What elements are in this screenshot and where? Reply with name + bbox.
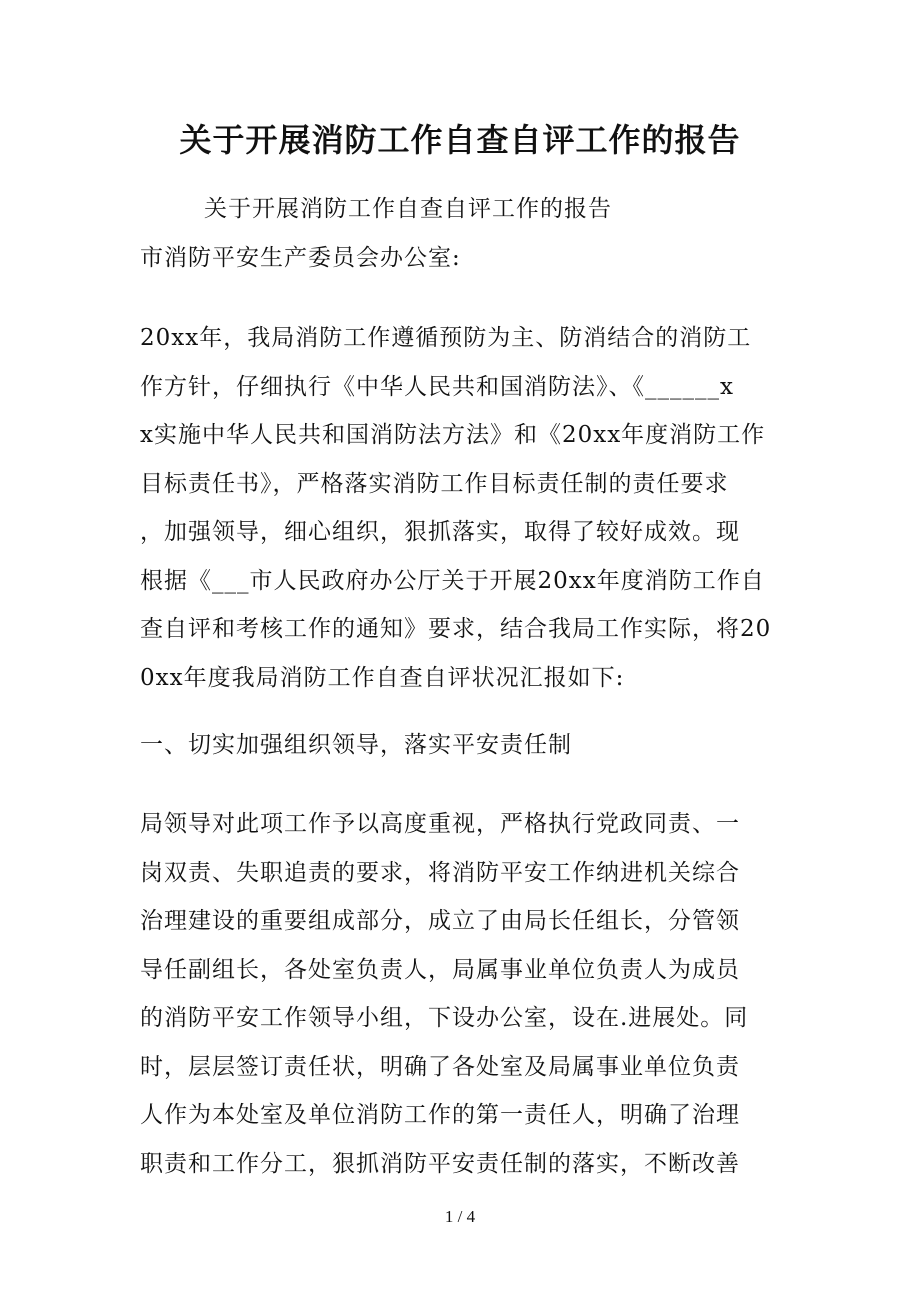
paragraph-line: ，加强领导，细心组织，狠抓落实，取得了较好成效。现 xyxy=(140,519,740,545)
paragraph-line: 查自评和考核工作的通知》要求，结合我局工作实际，将20 xyxy=(140,616,772,642)
section-heading: 一、切实加强组织领导，落实平安责任制 xyxy=(140,732,572,758)
paragraph-section1 xyxy=(140,800,780,1188)
paragraph-line: 作方针，仔细执行《中华人民共和国消防法》、《______x xyxy=(140,373,734,400)
paragraph-line: 根据《___市人民政府办公厅关于开展20xx年度消防工作自 xyxy=(140,567,765,594)
paragraph-line: 局领导对此项工作予以高度重视，严格执行党政同责、一 xyxy=(140,811,740,837)
paragraph-line: 时，层层签订责任状，明确了各处室及局属事业单位负责 xyxy=(140,1053,740,1080)
paragraph-line: 人作为本处室及单位消防工作的第一责任人，明确了治理 xyxy=(140,1102,740,1128)
page-number: 1 / 4 xyxy=(444,1207,476,1226)
paragraph-line: 目标责任书》，严格落实消防工作目标责任制的责任要求 xyxy=(140,470,729,497)
paragraph-line: x实施中华人民共和国消防法方法》和《20xx年度消防工作 xyxy=(140,422,766,448)
paragraph-line: 职责和工作分工，狠抓消防平安责任制的落实，不断改善 xyxy=(140,1150,740,1177)
paragraph-line: 的消防平安工作领导小组，下设办公室，设在.进展处。同 xyxy=(140,1005,749,1031)
paragraph-line: 岗双责、失职追责的要求，将消防平安工作纳进机关综合 xyxy=(140,859,740,886)
document-title: 关于开展消防工作自查自评工作的报告 xyxy=(179,121,741,159)
paragraph-line: 0xx年度我局消防工作自查自评状况汇报如下: xyxy=(140,664,625,691)
paragraph-line: 治理建设的重要组成部分，成立了由局长任组长，分管领 xyxy=(140,908,740,934)
recipient-line: 市消防平安生产委员会办公室: xyxy=(140,245,461,271)
paragraph-intro xyxy=(140,314,780,702)
paragraph-line: 20xx年，我局消防工作遵循预防为主、防消结合的消防工 xyxy=(140,325,752,351)
document-subtitle: 关于开展消防工作自查自评工作的报告 xyxy=(204,196,612,222)
paragraph-line: 导任副组长，各处室负责人，局属事业单位负责人为成员 xyxy=(140,956,740,983)
